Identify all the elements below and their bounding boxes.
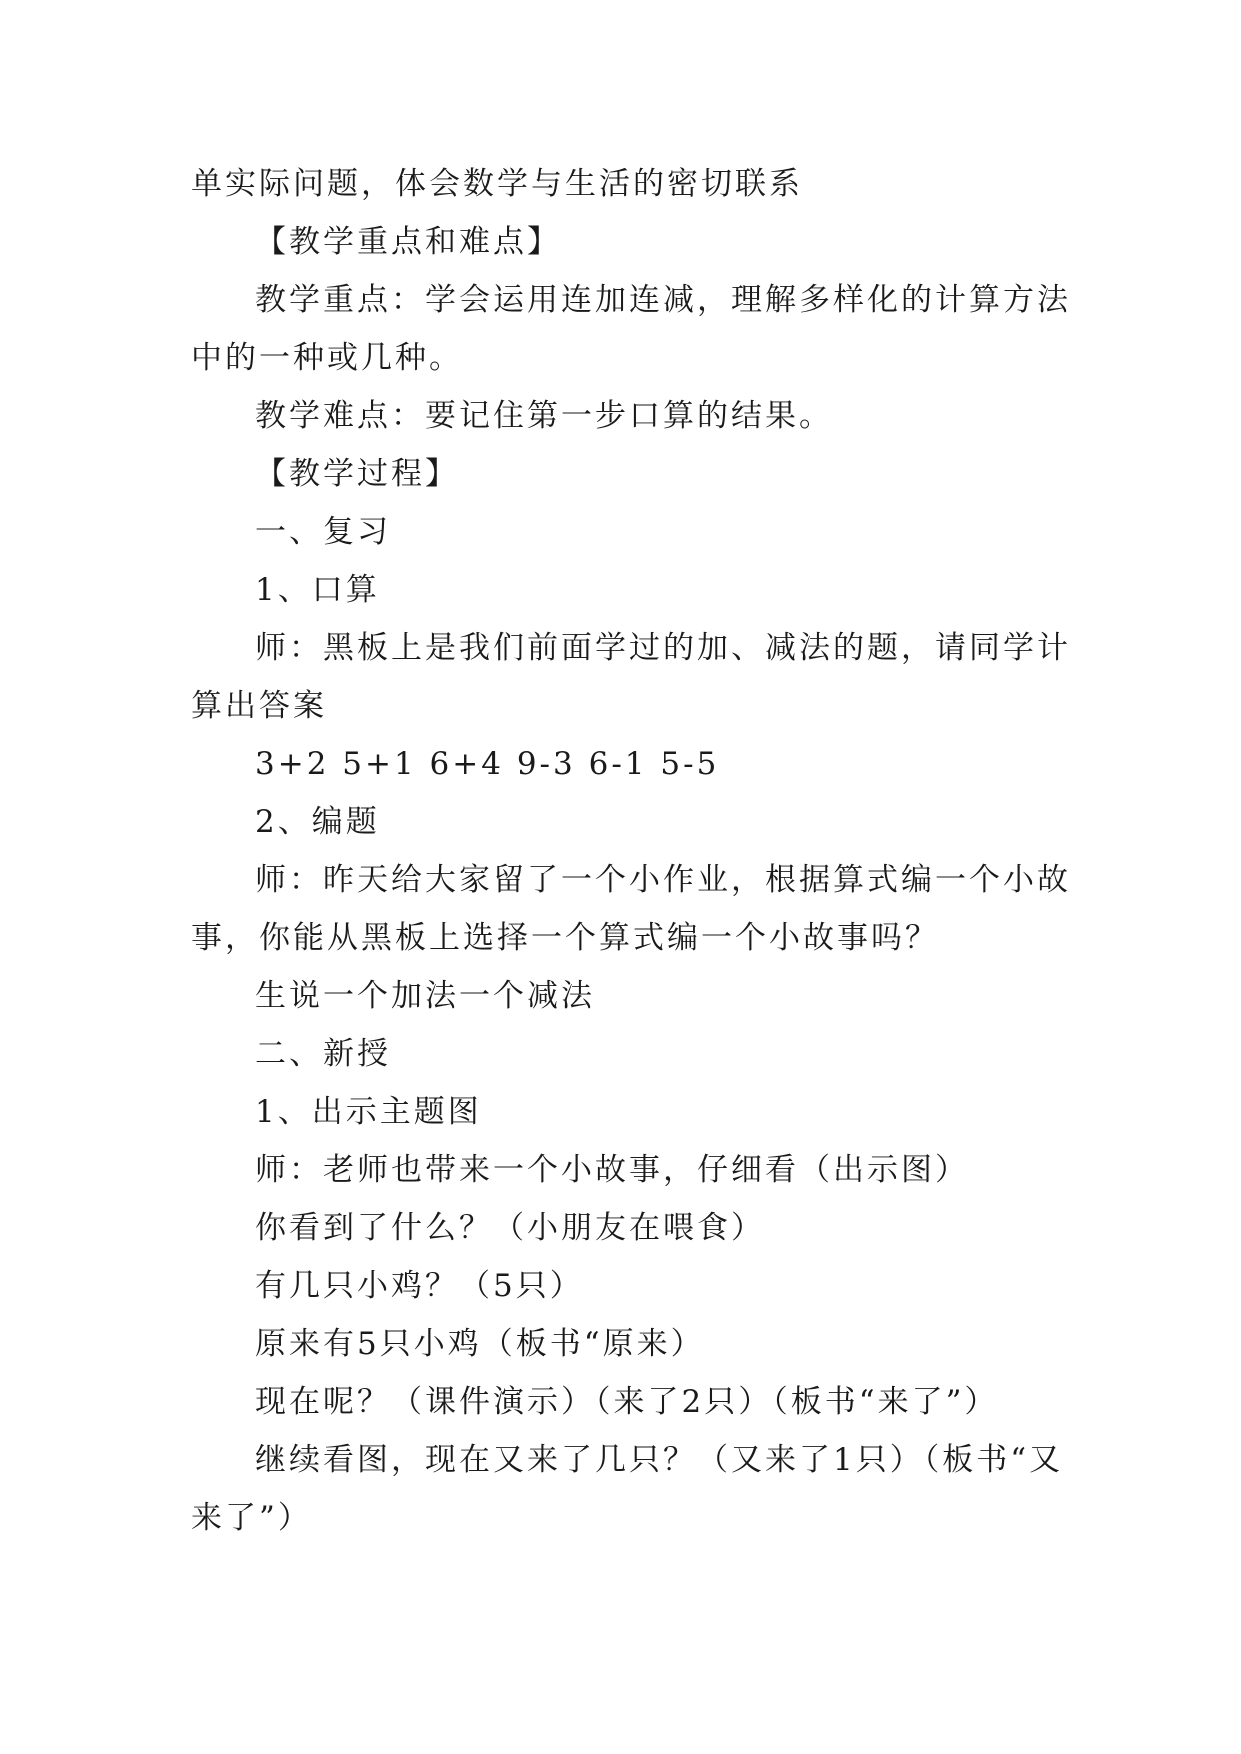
text-line: 有几只小鸡？（5只） (255, 1268, 584, 1304)
text-line: 师：老师也带来一个小故事，仔细看（出示图） (255, 1152, 969, 1188)
text-line: 师：昨天给大家留了一个小作业，根据算式编一个小故 (255, 862, 1071, 898)
text-line: 你看到了什么？（小朋友在喂食） (255, 1210, 765, 1246)
subsection-heading: 1、出示主题图 (255, 1094, 482, 1130)
text-line: 算出答案 (191, 688, 327, 724)
text-line: 教学难点：要记住第一步口算的结果。 (255, 398, 833, 434)
text-line: 现在呢？（课件演示）（来了2只）（板书“来了”） (255, 1384, 999, 1420)
text-line: 中的一种或几种。 (191, 340, 463, 376)
section-heading: 【教学过程】 (255, 456, 459, 492)
subsection-heading: 一、复习 (255, 514, 391, 550)
text-line: 来了”） (191, 1500, 312, 1536)
text-line: 师：黑板上是我们前面学过的加、减法的题，请同学计 (255, 630, 1071, 666)
text-line: 生说一个加法一个减法 (255, 978, 595, 1014)
text-line: 事，你能从黑板上选择一个算式编一个小故事吗？ (191, 920, 939, 956)
section-heading: 【教学重点和难点】 (255, 224, 561, 260)
text-line: 单实际问题，体会数学与生活的密切联系 (191, 166, 803, 202)
text-line: 教学重点：学会运用连加连减，理解多样化的计算方法 (255, 282, 1071, 318)
subsection-heading: 二、新授 (255, 1036, 391, 1072)
subsection-heading: 1、口算 (255, 572, 380, 608)
text-line: 继续看图，现在又来了几只？（又来了1只）（板书“又 (255, 1442, 1064, 1478)
subsection-heading: 2、编题 (255, 804, 380, 840)
text-line: 原来有5只小鸡（板书“原来） (255, 1326, 705, 1362)
equation-line: 3+2 5+1 6+4 9-3 6-1 5-5 (255, 746, 720, 782)
